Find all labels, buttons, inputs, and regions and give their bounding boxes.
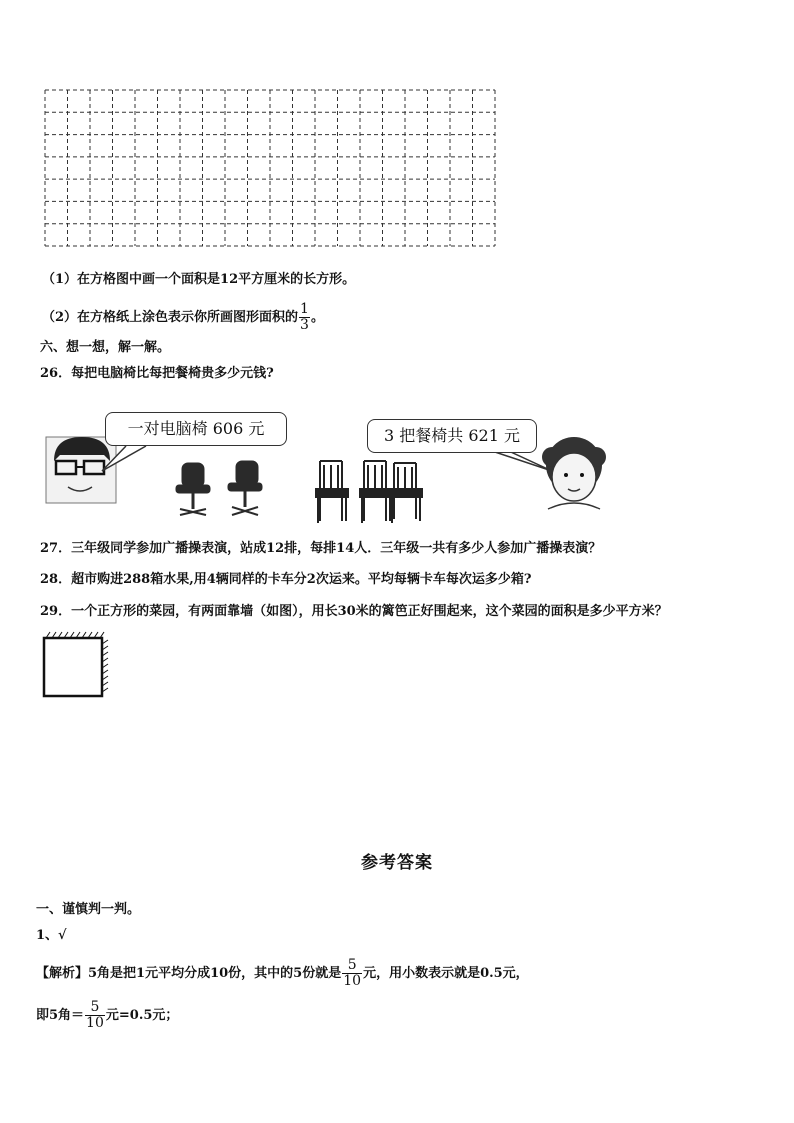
boy-face-icon — [46, 437, 116, 503]
answers-section-1: 一、谨慎判一判。 — [36, 902, 141, 917]
equation-prefix: 即5角＝ — [36, 1008, 85, 1023]
answer-1-analysis — [36, 958, 529, 989]
fraction-denominator: 3 — [300, 317, 309, 333]
analysis-suffix: 元，用小数表示就是0.5元， — [363, 966, 529, 981]
fraction-denominator: 10 — [343, 973, 362, 989]
dining-chairs-icon — [316, 461, 422, 523]
task-part-2 — [42, 302, 324, 333]
fraction-numerator: 1 — [300, 301, 309, 317]
fraction-denominator: 10 — [86, 1015, 104, 1031]
question-27: 27．三年级同学参加广播操表演，站成12排，每排14人．三年级一共有多少人参加广播操表演？ — [40, 541, 602, 556]
speech-bubble-right: 3 把餐椅共 621 元 — [367, 419, 537, 453]
office-chairs-icon — [176, 461, 262, 515]
section-6-heading: 六、想一想，解一解。 — [40, 340, 171, 355]
fraction-one-third — [299, 302, 310, 333]
analysis-prefix: 【解析】5角是把1元平均分成10份，其中的5份就是 — [36, 966, 342, 981]
question-26: 26．每把电脑椅比每把餐椅贵多少元钱? — [40, 366, 274, 381]
answer-1-label: 1、√ — [36, 928, 67, 943]
question-28: 28．超市购进288箱水果,用4辆同样的卡车分2次运来。平均每辆卡车每次运多少箱? — [40, 572, 532, 587]
equation-suffix: 元=0.5元； — [105, 1008, 179, 1023]
woman-face-icon — [542, 437, 606, 509]
task-part-1: （1）在方格图中画一个面积是12平方厘米的长方形。 — [42, 272, 356, 287]
dashed-grid — [44, 89, 496, 247]
task-part-2-suffix: 。 — [310, 310, 324, 325]
answers-title: 参考答案 — [361, 853, 433, 873]
fraction-five-tenths — [85, 1000, 105, 1031]
fraction-numerator: 5 — [85, 1000, 105, 1016]
task-part-2-prefix: （2）在方格纸上涂色表示你所画图形面积的 — [42, 310, 299, 325]
fraction-numerator: 5 — [342, 958, 362, 974]
question-29: 29．一个正方形的菜园，有两面靠墙（如图），用长30米的篱笆正好围起来，这个菜园的面积是多少平方米？ — [40, 604, 668, 619]
square-garden-figure — [40, 630, 112, 702]
speech-bubble-left: 一对电脑椅 606 元 — [105, 412, 287, 446]
answer-1-equation — [36, 1000, 178, 1031]
fraction-five-tenths — [342, 958, 362, 989]
